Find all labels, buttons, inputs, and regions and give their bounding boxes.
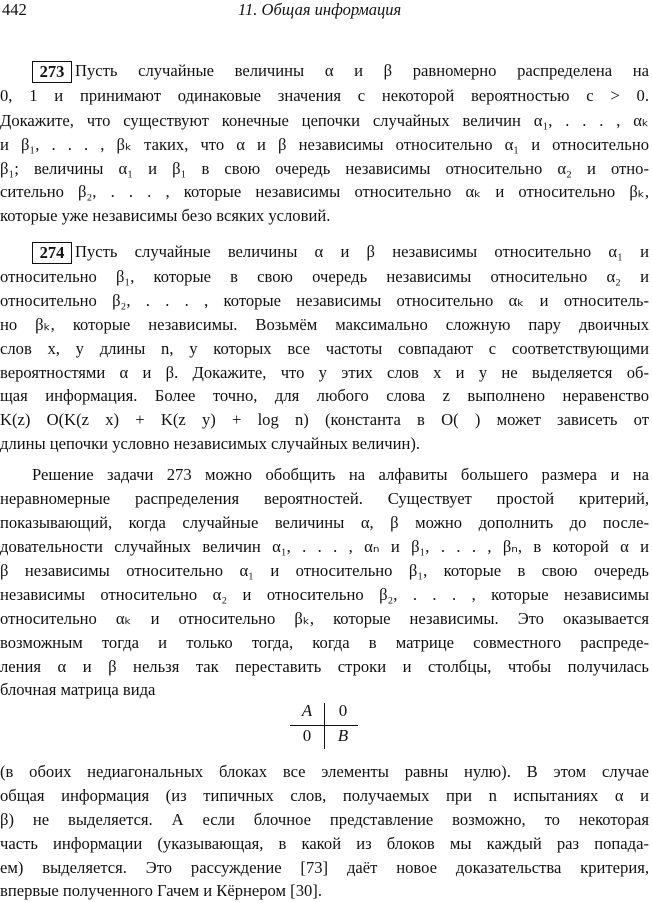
text-line: β₁; величины α₁ и β₁ в свою очередь независимы относительно α₂ и отно- bbox=[0, 159, 649, 178]
text-line: относительно β₂, . . . , которые независимы относительно αₖ и относитель- bbox=[0, 291, 649, 310]
text-line: Пусть случайные величины α и β равномерно распределена на bbox=[75, 61, 649, 80]
text-line: слов x, y длины n, у которых все частоты совпадают с соответствующими bbox=[0, 339, 649, 358]
text-line: и β₁, . . . , βₖ таких, что α и β независимы относительно α₁ и относительно bbox=[0, 135, 649, 154]
matrix-cell-zero: 0 bbox=[302, 726, 312, 745]
text-line: Пусть случайные величины α и β независимы относительно α₁ и bbox=[75, 242, 649, 261]
matrix-cell-b: B bbox=[337, 726, 349, 745]
text-line: относительно β₁, которые в свою очередь независимы относительно α₂ и bbox=[0, 267, 649, 286]
text-line: возможным тогда и только тогда, когда в матрице совместного распреде- bbox=[0, 633, 649, 652]
text-line: впервые полученного Гачем и Кёрнером [30]. bbox=[0, 881, 322, 900]
text-line: показывающий, когда случайные величины α, β можно дополнить до после- bbox=[0, 513, 649, 532]
text-line: часть информации (указывающая, в какой из блоков мы каждый раз попада- bbox=[0, 834, 649, 853]
text-line: Решение задачи 273 можно обобщить на алфавиты большего размера и на bbox=[32, 465, 649, 484]
text-line: блочная матрица вида bbox=[0, 680, 156, 699]
text-line: (в обоих недиагональных блоках все элементы равны нулю). В этом случае bbox=[0, 762, 649, 781]
text-line: длины цепочки условно независимых случайных величин). bbox=[0, 434, 421, 453]
text-line: ления α и β нельзя так переставить строки и столбцы, чтобы получилась bbox=[0, 657, 649, 676]
matrix-cell-a: A bbox=[301, 701, 313, 720]
text-line: 0, 1 и принимают одинаковые значения с некоторой вероятностью c > 0. bbox=[0, 86, 649, 105]
text-line: которые уже независимы безо всяких условий. bbox=[0, 206, 331, 225]
problem-number-box: 274 bbox=[32, 242, 72, 264]
text-line: ем) выделяется. Это рассуждение [73] даёт новое доказательства критерия, bbox=[0, 858, 649, 877]
text-line: β независимы относительно α₁ и относительно β₁, которые в свою очередь bbox=[0, 561, 649, 580]
chapter-title: 11. Общая информация bbox=[238, 0, 402, 19]
text-line: относительно αₖ и относительно βₖ, которые независимы. Это оказывается bbox=[0, 609, 649, 628]
text-line: щая информация. Более точно, для любого слова z выполнено неравенство bbox=[0, 386, 649, 405]
text-line: Докажите, что существуют конечные цепочки случайных величин α₁, . . . , αₖ bbox=[0, 111, 649, 130]
text-line: β) не выделяется. А если блочное представление возможно, то некоторая bbox=[0, 810, 649, 829]
text-line: общая информация (из типичных слов, получаемых при n испытаниях α и bbox=[0, 786, 649, 805]
text-line: сительно β₂, . . . , которые независимы относительно αₖ и относительно βₖ, bbox=[0, 182, 649, 201]
matrix-vertical-rule bbox=[324, 703, 325, 749]
block-matrix bbox=[288, 701, 360, 751]
running-header bbox=[0, 0, 644, 24]
text-line: независимы относительно α₂ и относительно β₂, . . . , которые независимы bbox=[0, 585, 649, 604]
text-line: неравномерные распределения вероятностей. Существует простой критерий, bbox=[0, 489, 649, 508]
problem-number-box: 273 bbox=[32, 61, 72, 83]
matrix-cell-zero: 0 bbox=[338, 701, 348, 720]
text-line: но βₖ, которые независимы. Возьмём максимально сложную пару двоичных bbox=[0, 315, 649, 334]
text-line: K(z) O(K(z x) + K(z y) + log n) (константа в O( ) может зависеть от bbox=[0, 410, 649, 429]
text-line: довательности случайных величин α₁, . . . , αₙ и β₁, . . . , βₙ, в которой α и bbox=[0, 537, 649, 556]
text-line: вероятностями α и β. Докажите, что у этих слов x и y не выделяется об- bbox=[0, 363, 649, 382]
page-number: 442 bbox=[2, 0, 27, 19]
